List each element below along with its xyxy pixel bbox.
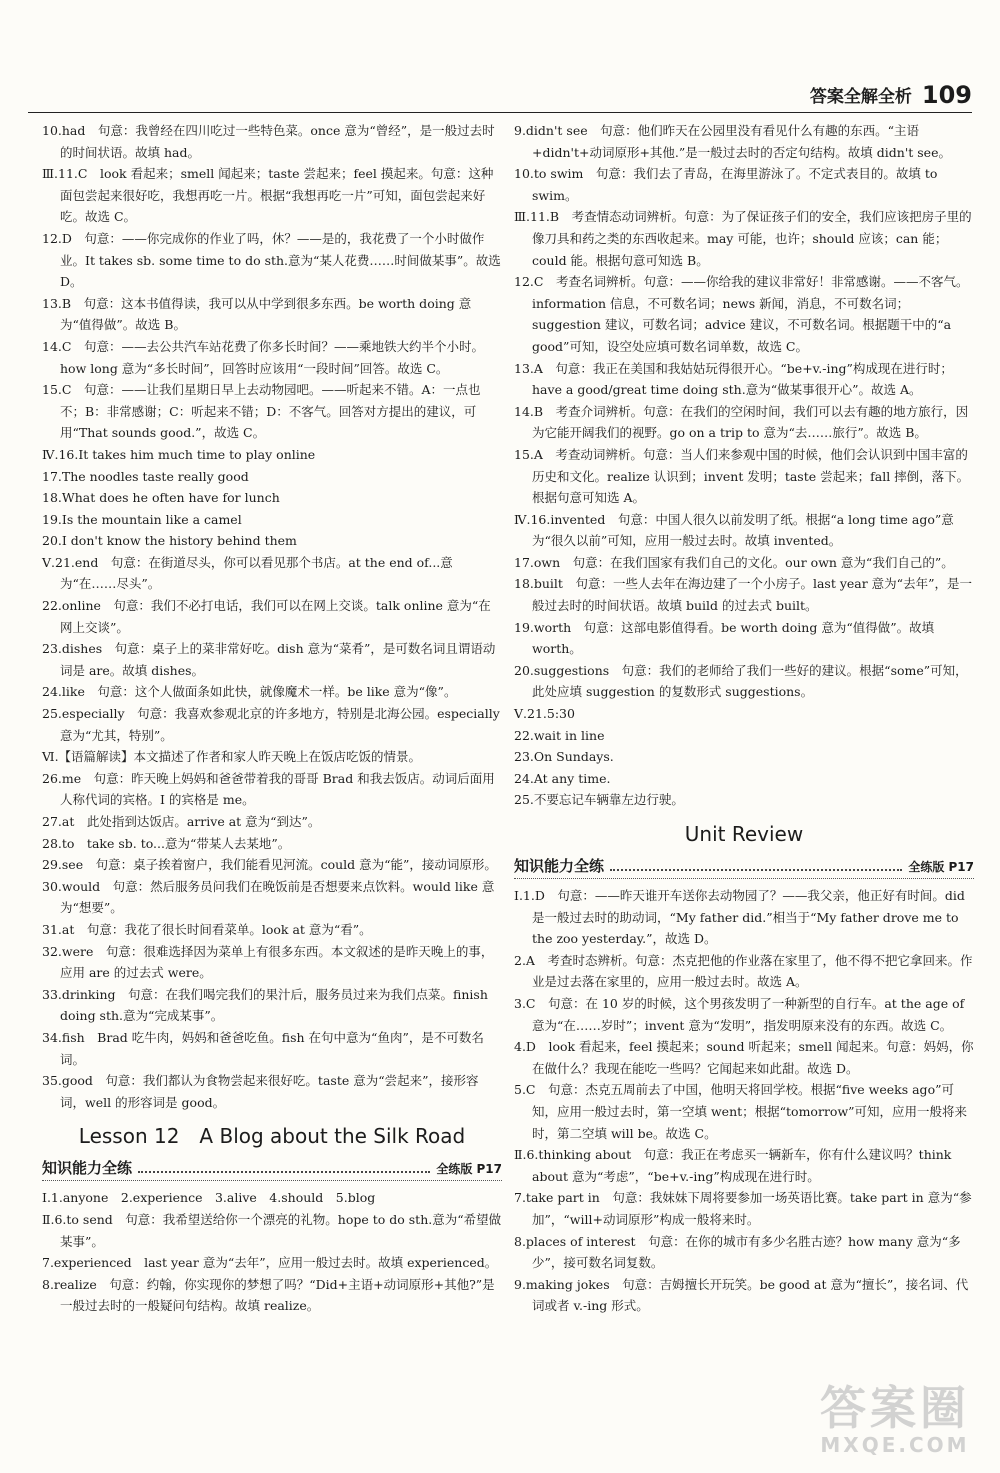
answer-entry: 4.D look 看起来，feel 摸起来；sound 听起来；smell 闻起来。句意：妈妈，你在做什么？我现在能吃一些吗？它闻起来如此甜。故选 D。 xyxy=(514,1039,974,1076)
answer-entry: 8.places of interest 句意：在你的城市有多少名胜古迹？how many 意为“多少”，接可数名词复数。 xyxy=(514,1233,961,1271)
answer-entry: 24.At any time. xyxy=(514,770,611,786)
left-column xyxy=(42,120,502,1317)
page-header xyxy=(28,76,972,108)
answer-entry: 12.D 句意：——你完成你的作业了吗，休？——是的，我花费了一个小时做作业。It takes sb. some time to do sth.意为“某人花费……时间做某事”。故选 D。 xyxy=(42,230,501,290)
answer-entry: 19.worth 句意：这部电影值得看。be worth doing 意为“值得做”。故填 worth。 xyxy=(514,619,935,657)
answer-entry: 14.B 考查介词辨析。句意：在我们的空闲时间，我们可以去有趣的地方旅行，因为它能开阔我们的视野。go on a trip to 意为“去……旅行”。故选 B。 xyxy=(514,403,969,441)
lesson-12-practice-bar xyxy=(42,1157,502,1181)
answer-entry: 7.take part in 句意：我妹妹下周将要参加一场英语比赛。take part in 意为“参加”，“will+动词原形”构成一般将来时。 xyxy=(514,1190,972,1227)
answer-entry: Ⅲ.11.B 考查情态动词辨析。句意：为了保证孩子们的安全，我们应该把房子里的像刀具和药之类的东西收起来。may 可能，也许；should 应该；can 能；could 能。根据句意可知选 B。 xyxy=(514,209,972,268)
answer-entry: 20.suggestions 句意：我们的老师给了我们一些好的建议。根据“some”可知，此处应填 suggestion 的复数形式 suggestions。 xyxy=(514,662,968,700)
unit-review-answer-list xyxy=(514,885,974,1317)
answer-entry: 30.would 句意：然后服务员问我们在晚饭前是否想要来点饮料。would like 意为“想要”。 xyxy=(42,878,495,916)
watermark-text: 答案圈 xyxy=(820,1381,970,1435)
answer-entry: 17.The noodles taste really good xyxy=(42,468,249,484)
answer-entry: 28.to take sb. to...意为“带某人去某地”。 xyxy=(42,835,291,851)
answer-entry: Ⅰ.1.anyone 2.experience 3.alive 4.should 5.blog xyxy=(42,1190,376,1206)
answer-entry: 18.What does he often have for lunch xyxy=(42,490,280,506)
answer-entry: 33.drinking 句意：在我们喝完我们的果汁后，服务员过来为我们点菜。finish doing sth.意为“完成某事”。 xyxy=(42,986,488,1024)
answer-entry: 15.A 考查动词辨析。句意：当人们来参观中国的时候，他们会认识到中国丰富的历史和文化。realize 认识到；invent 发明；taste 尝起来；fall 摔倒，落下。根据句意可知选 A。 xyxy=(514,446,970,506)
answer-entry: 12.C 考查名词辨析。句意：——你给我的建议非常好！非常感谢。——不客气。information 信息，不可数名词；news 新闻，消息，不可数名词；suggestion 建议，可数名词；advice 建议，不可数名词。根据题干中的“a good”可知，设空处应填可数名词单数，故选 C。 xyxy=(514,274,969,354)
answer-entry: 32.were 句意：很难选择因为菜单上有很多东西。本文叙述的是昨天晚上的事，应用 are 的过去式 were。 xyxy=(42,943,494,981)
answer-entry: Ⅵ.【语篇解读】本文描述了作者和家人昨天晚上在饭店吃饭的情景。 xyxy=(42,749,422,765)
answer-entry: 20.I don't know the history behind them xyxy=(42,533,297,549)
answer-entry: 25.不要忘记车辆靠左边行驶。 xyxy=(514,792,684,808)
answer-entry: 22.wait in line xyxy=(514,727,605,743)
unit-review-title: Unit Review xyxy=(684,822,804,846)
answer-entry: 13.A 句意：我正在美国和我姑姑玩得很开心。“be+v.-ing”构成现在进行时；have a good/great time doing sth.意为“做某事很开心”。故选 A。 xyxy=(514,360,953,398)
answer-entry: Ⅱ.6.to send 句意：我希望送给你一个漂亮的礼物。hope to do sth.意为“希望做某事”。 xyxy=(42,1211,502,1249)
answer-entry: 35.good 句意：我们都认为食物尝起来很好吃。taste 意为“尝起来”，接形容词，well 的形容词是 good。 xyxy=(42,1073,479,1110)
practice-bar-label: 知识能力全练 xyxy=(42,1159,133,1178)
answer-entry: 15.C 句意：——让我们星期日早上去动物园吧。——听起来不错。A：一点也不；B：非常感谢；C：听起来不错；D：不客气。回答对方提出的建议，可用“That sounds good.”，故选 C。 xyxy=(42,382,481,441)
answer-entry: 24.like 句意：这个人做面条如此快，就像魔术一样。be like 意为“像”。 xyxy=(42,684,457,700)
answer-entry: 22.online 句意：我们不必打电话，我们可以在网上交谈。talk online 意为“在网上交谈”。 xyxy=(42,598,491,635)
answer-entry: Ⅴ.21.5:30 xyxy=(514,706,575,722)
answer-entry: 17.own 句意：在我们国家有我们自己的文化。our own 意为“我们自己的”。 xyxy=(514,554,954,570)
watermark-url: MXQE.COM xyxy=(820,1433,970,1457)
right-column xyxy=(514,120,974,1317)
answer-entry: 13.B 句意：这本书值得读，我可以从中学到很多东西。be worth doing 意为“值得做”。故选 B。 xyxy=(42,295,472,333)
header-title: 答案全解全析 xyxy=(809,87,912,107)
answer-entry: 31.at 句意：我花了很长时间看菜单。look at 意为“看”。 xyxy=(42,921,372,937)
answer-entry: 23.On Sundays. xyxy=(514,749,614,765)
practice-bar-edition: 全练版 P17 xyxy=(436,1162,502,1177)
answer-entry: 8.realize 句意：约翰，你实现你的梦想了吗？“Did+主语+动词原形+其他?”是一般过去时的一般疑问句结构。故填 realize。 xyxy=(42,1276,495,1314)
answer-entry: 26.me 句意：昨天晚上妈妈和爸爸带着我的哥哥 Brad 和我去饭店。动词后面用人称代词的宾格。I 的宾格是 me。 xyxy=(42,770,495,808)
left-answer-list xyxy=(42,120,502,1113)
answer-entry: 9.making jokes 句意：吉姆擅长开玩笑。be good at 意为“擅长”，接名词、代词或者 v.-ing 形式。 xyxy=(514,1276,969,1314)
answer-entry: 27.at 此处指到达饭店。arrive at 意为“到达”。 xyxy=(42,814,321,829)
answer-entry: 34.fish Brad 吃牛肉，妈妈和爸爸吃鱼。fish 在句中意为“鱼肉”，是不可数名词。 xyxy=(42,1029,484,1067)
answer-entry: 2.A 考查时态辨析。句意：杰克把他的作业落在家里了，他不得不把它拿回来。作业是过去落在家里的，应用一般过去时。故选 A。 xyxy=(514,952,973,990)
answer-entry: 7.experienced last year 意为“去年”，应用一般过去时。故填 experienced。 xyxy=(42,1255,498,1271)
dotted-leader xyxy=(610,869,902,871)
answer-entry: 23.dishes 句意：桌子上的菜非常好吃。dish 意为“菜肴”，是可数名词且谓语动词是 are。故填 dishes。 xyxy=(42,641,496,678)
answer-entry: Ⅲ.11.C look 看起来；smell 闻起来；taste 尝起来；feel 摸起来。句意：这种面包尝起来很好吃，我想再吃一片。根据“我想再吃一片”可知，面包尝起来好吃。故选 C。 xyxy=(42,166,494,225)
answer-entry: 3.C 句意：在 10 岁的时候，这个男孩发明了一种新型的自行车。at the age of 意为“在……岁时”；invent 意为“发明”，指发明原来没有的东西。故选 C。 xyxy=(514,995,965,1033)
lesson-12-answer-list xyxy=(42,1187,502,1317)
answer-entry: 10.had 句意：我曾经在四川吃过一些特色菜。once 意为“曾经”，是一般过去时的时间状语。故填 had。 xyxy=(42,123,495,160)
unit-review-practice-bar xyxy=(514,855,974,879)
dotted-leader xyxy=(138,1171,430,1173)
header-rule xyxy=(28,112,972,113)
answer-entry: Ⅳ.16.It takes him much time to play online xyxy=(42,446,316,462)
right-answer-list xyxy=(514,120,974,811)
page-number: 109 xyxy=(921,81,972,109)
answer-entry: 19.Is the mountain like a camel xyxy=(42,511,242,527)
answer-entry: 25.especially 句意：我喜欢参观北京的许多地方，特别是北海公园。especially 意为“尤其，特别”。 xyxy=(42,706,500,743)
watermark-logo xyxy=(820,1381,970,1457)
answer-entry: 18.built 句意：一些人去年在海边建了一个小房子。last year 意为“去年”，是一般过去时的时间状语。故填 build 的过去式 built。 xyxy=(514,576,972,614)
answer-entry: 14.C 句意：——去公共汽车站花费了你多长时间？——乘地铁大约半个小时。how long 意为“多长时间”，回答时应该用“一段时间”回答。故选 C。 xyxy=(42,338,484,376)
lesson-12-title: Lesson 12 A Blog about the Silk Road xyxy=(78,1124,466,1149)
answer-entry: Ⅱ.6.thinking about 句意：我正在考虑买一辆新车，你有什么建议吗？think about 意为“考虑”，“be+v.-ing”构成现在进行时。 xyxy=(514,1147,952,1184)
practice-bar-edition: 全练版 P17 xyxy=(908,860,974,874)
answer-entry: 29.see 句意：桌子挨着窗户，我们能看见河流。could 意为“能”，接动词原形。 xyxy=(42,857,497,873)
answer-entry: 10.to swim 句意：我们去了青岛，在海里游泳了。不定式表目的。故填 to swim。 xyxy=(514,166,938,203)
practice-bar-label: 知识能力全练 xyxy=(514,857,605,875)
answer-entry: Ⅴ.21.end 句意：在街道尽头，你可以看见那个书店。at the end of...意为“在……尽头”。 xyxy=(42,554,453,592)
answer-entry: Ⅰ.1.D 句意：——昨天谁开车送你去动物园了？——我父亲，他正好有时间。did 是一般过去时的助动词，“My father did.”相当于“My father drove me to the zoo yesterday.”，故选 D。 xyxy=(514,888,965,947)
answer-entry: 5.C 句意：杰克五周前去了中国，他明天将回学校。根据“five weeks ago”可知，应用一般过去时，第一空填 went；根据“tomorrow”可知，应用一般将来时，第二空填 will be。故选 C。 xyxy=(514,1082,968,1141)
answer-entry: 9.didn't see 句意：他们昨天在公园里没有看见什么有趣的东西。“主语+didn't+动词原形+其他.”是一般过去时的否定句结构。故填 didn't see。 xyxy=(514,123,951,160)
answer-entry: Ⅳ.16.invented 句意：中国人很久以前发明了纸。根据“a long time ago”意为“很久以前”可知，应用一般过去时。故填 invented。 xyxy=(514,511,954,549)
